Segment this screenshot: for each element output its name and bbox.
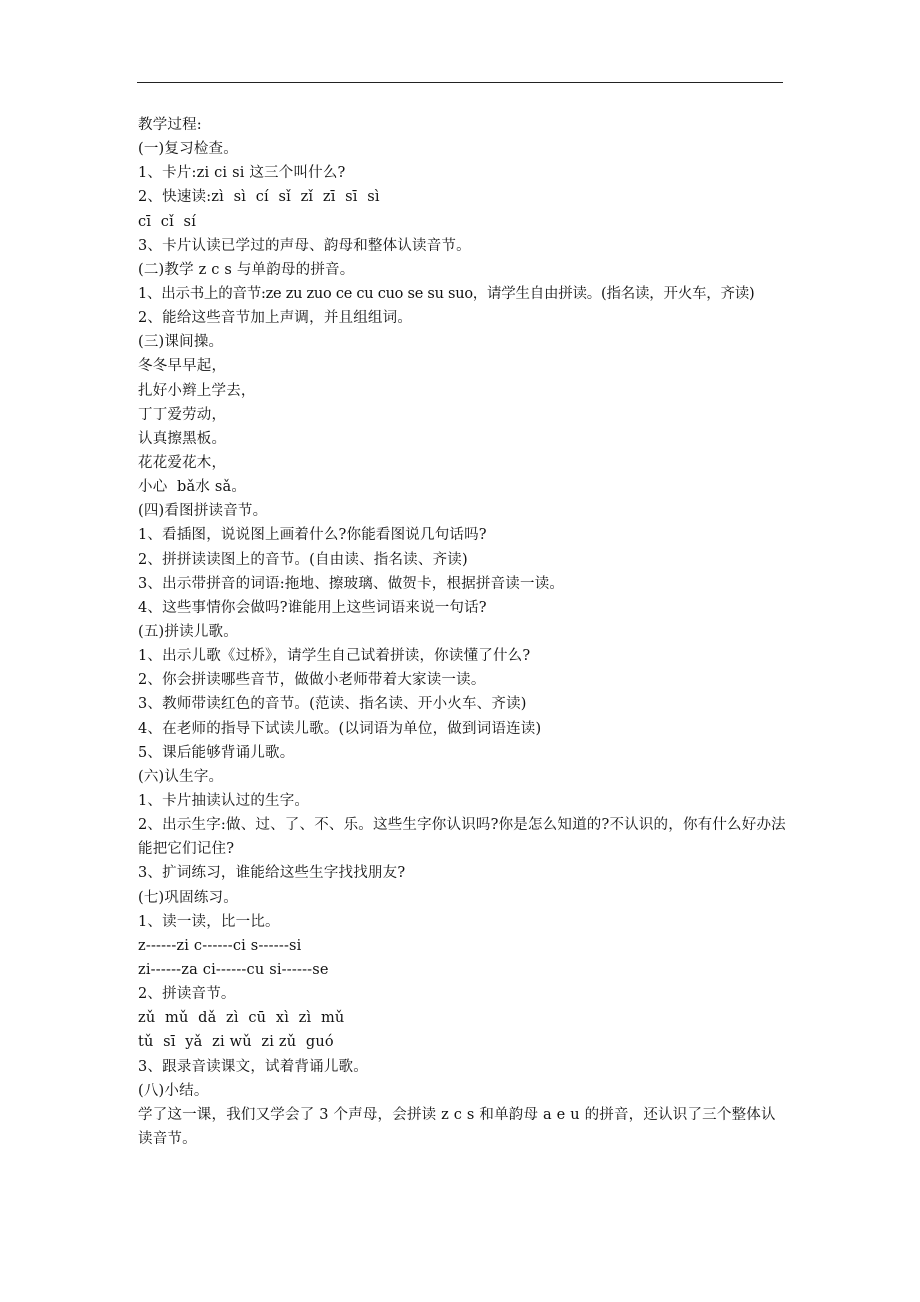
text-line: 3、扩词练习，谁能给这些生字找找朋友? xyxy=(138,865,406,882)
text-line: 2、你会拼读哪些音节，做做小老师带着大家读一读。 xyxy=(138,672,486,689)
drill-line: z------zi c------ci s------si xyxy=(138,937,302,954)
text-line: 2、拼拼读读图上的音节。(自由读、指名读、齐读) xyxy=(138,551,468,568)
step-heading: (七)巩固练习。 xyxy=(138,889,238,906)
step-heading: (五)拼读儿歌。 xyxy=(138,623,238,640)
text-paragraph: 2、出示生字:做、过、了、不、乐。这些生字你认识吗?你是怎么知道的?不认识的，你有什么好办法能把它们记住? xyxy=(138,817,786,858)
text-line: 3、跟录音读课文，试着背诵儿歌。 xyxy=(138,1058,368,1075)
text-line: 1、出示书上的音节:ze zu zuo ce cu cuo se su suo，请学生自由拼读。(指名读，开火车，齐读) xyxy=(138,285,755,302)
text-line: 3、出示带拼音的词语:拖地、擦玻璃、做贺卡，根据拼音读一读。 xyxy=(138,575,565,592)
rhyme-line: 花花爱花木， xyxy=(138,454,227,471)
text-line: 1、出示儿歌《过桥》，请学生自己试着拼读，你读懂了什么? xyxy=(138,648,531,665)
text-line: 4、这些事情你会做吗?谁能用上这些词语来说一句话? xyxy=(138,599,487,616)
rhyme-line: 扎好小辫上学去， xyxy=(138,382,256,399)
text-line: 2、能给这些音节加上声调，并且组组词。 xyxy=(138,310,413,327)
step-heading: (六)认生字。 xyxy=(138,768,224,785)
step-heading: (八)小结。 xyxy=(138,1082,209,1099)
text-line: 5、课后能够背诵儿歌。 xyxy=(138,744,295,761)
drill-line: zi------za ci------cu si------se xyxy=(138,961,329,978)
text-line: cī cǐ sí xyxy=(138,213,197,230)
document-body xyxy=(138,113,786,1151)
step-heading: (一)复习检查。 xyxy=(138,141,238,158)
pinyin-line: zǔ mǔ dǎ zì cū xì zì mǔ xyxy=(138,1010,345,1027)
step-heading: (二)教学 z c s 与单韵母的拼音。 xyxy=(138,261,355,278)
summary-paragraph: 学了这一课，我们又学会了 3 个声母，会拼读 z c s 和单韵母 a e u 的拼音，还认识了三个整体认读音节。 xyxy=(138,1106,776,1147)
text-line: 1、卡片:zi ci si 这三个叫什么? xyxy=(138,165,346,182)
rhyme-line: 小心 bǎ水 sǎ。 xyxy=(138,479,247,496)
step-heading: (四)看图拼读音节。 xyxy=(138,503,268,520)
text-line: 1、读一读，比一比。 xyxy=(138,913,280,930)
header-rule xyxy=(137,82,783,83)
step-heading: (三)课间操。 xyxy=(138,334,224,351)
text-line: 2、快速读:zì sì cí sǐ zǐ zī sī sì xyxy=(138,189,380,206)
text-line: 2、拼读音节。 xyxy=(138,986,236,1003)
text-line: 3、卡片认读已学过的声母、韵母和整体认读音节。 xyxy=(138,237,471,254)
text-line: 3、教师带读红色的音节。(范读、指名读、开小火车、齐读) xyxy=(138,696,527,713)
rhyme-line: 丁丁爱劳动， xyxy=(138,406,227,423)
text-line: 4、在老师的指导下试读儿歌。(以词语为单位，做到词语连读) xyxy=(138,720,542,737)
rhyme-line: 冬冬早早起， xyxy=(138,358,227,375)
text-line: 1、卡片抽读认过的生字。 xyxy=(138,792,310,809)
text-line: 1、看插图，说说图上画着什么?你能看图说几句话吗? xyxy=(138,527,487,544)
pinyin-line: tǔ sī yǎ zi wǔ zi zǔ guó xyxy=(138,1034,334,1051)
section-heading: 教学过程: xyxy=(138,117,202,133)
rhyme-line: 认真擦黑板。 xyxy=(138,430,227,447)
